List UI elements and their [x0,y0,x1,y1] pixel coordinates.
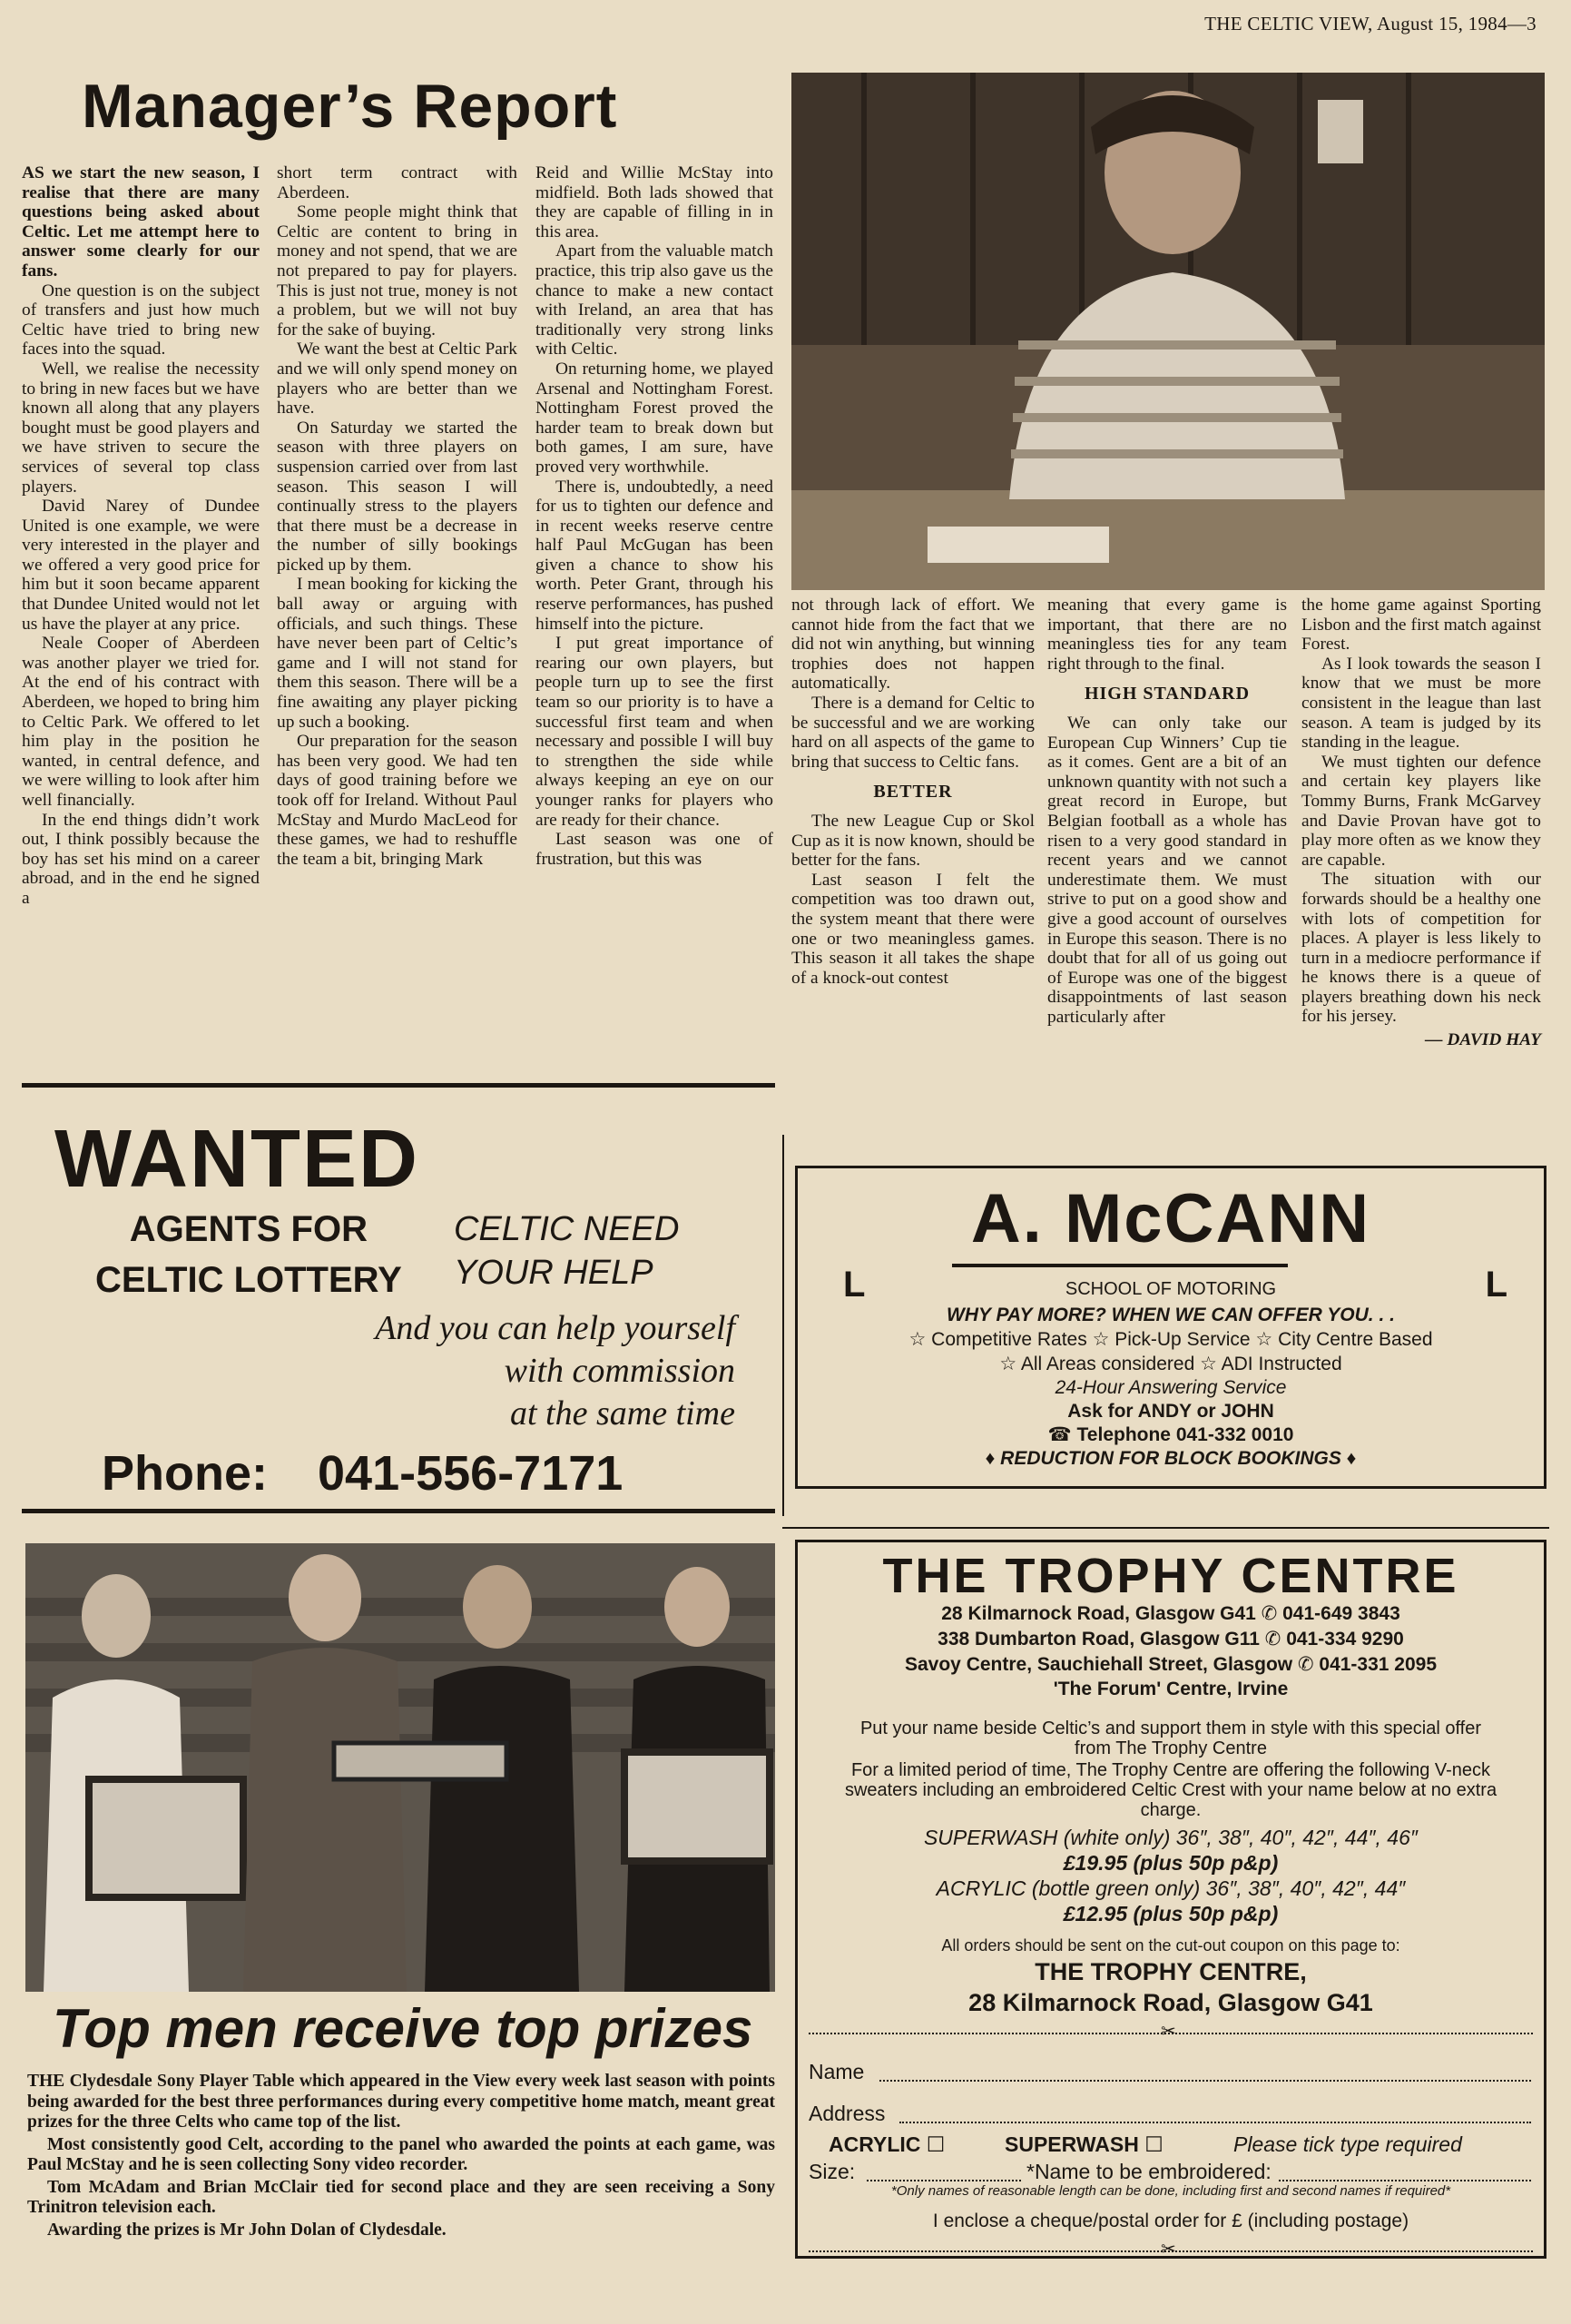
article-paragraph: the home game against Sporting Lisbon and the first match against Forest. [1301,596,1541,655]
article-column-5 [1047,596,1287,1027]
manager-photo-illustration [791,73,1545,590]
scissors-icon: ✂ [1161,2240,1176,2260]
divider [22,1509,775,1513]
subheading-better: BETTER [873,782,953,803]
mccann-ad [795,1166,1546,1489]
article-column-3 [535,163,773,869]
embroider-label: *Name to be embroidered: [1026,2160,1272,2183]
acrylic-price: £12.95 (plus 50p p&p) [1063,1902,1279,1925]
prizes-caption [27,2072,775,2242]
caption-paragraph: Tom McAdam and Brian McClair tied for second place and they are seen receiving a Sony Trinitron television each. [27,2177,775,2217]
form-note: *Only names of reasonable length can be done, including first and second names if required* [890,2183,1451,2199]
mccann-reduction: ♦ REDUCTION FOR BLOCK BOOKINGS ♦ [985,1448,1357,1469]
article-column-1 [22,163,260,909]
article-paragraph: Neale Cooper of Aberdeen was another player we tried for. At the end of his contract with Aberdeen, we hoped to bring him to Celtic Park. We offered to let him play in the position he wanted, in central defence, and we were willing to look after him well financially. [22,634,260,810]
article-paragraph: Apart from the valuable match practice, this trip also gave us the chance to make a new contact with Ireland, an area that has traditionally very strong links with Celtic. [535,241,773,359]
wanted-headline: WANTED [54,1114,419,1205]
trophy-address: Savoy Centre, Sauchiehall Street, Glasgow ✆ 041-331 2095 [904,1654,1438,1675]
subheading-high-standard: HIGH STANDARD [1084,684,1251,704]
commission-text [309,1307,735,1435]
mccann-features-1: ☆ Competitive Rates ☆ Pick-Up Service ☆ City Centre Based [908,1329,1433,1350]
superwash-checkbox[interactable]: SUPERWASH ☐ [1005,2132,1164,2156]
need-line: CELTIC NEED [454,1210,680,1248]
mccann-tagline: WHY PAY MORE? WHEN WE CAN OFFER YOU. . . [947,1305,1395,1325]
manager-photo [791,73,1545,590]
help-line: at the same time [509,1394,735,1433]
caption-paragraph: Most consistently good Celt, according to the panel who awarded the points at each game, was Paul McStay and he is seen collecting Sony video recorder. [27,2134,775,2174]
need-help-text [454,1207,679,1295]
learner-plate-left: L [843,1265,866,1305]
orders-name: THE TROPHY CENTRE, [1035,1958,1307,1985]
trophy-intro: Put your name beside Celtic’s and support them in style with this special offer from The Trophy Centre [859,1718,1482,1758]
article-paragraph: There is, undoubtedly, a need for us to tighten our defence and in recent weeks reserve centre half Paul McGugan has been given a chance to show his worth. Peter Grant, through his reserve performances, has pushed himself into the picture. [535,477,773,634]
divider [22,1083,775,1088]
mccann-telephone: ☎ Telephone 041-332 0010 [1047,1424,1294,1445]
caption-paragraph: Awarding the prizes is Mr John Dolan of Clydesdale. [47,2220,447,2240]
trophy-address: 338 Dumbarton Road, Glasgow G11 ✆ 041-334 9290 [938,1629,1404,1649]
article-paragraph: There is a demand for Celtic to be successful and we are working hard on all aspects of the game to bring that success to Celtic fans. [791,693,1035,772]
article-paragraph: We want the best at Celtic Park and we will only spend money on players who are better than we have. [277,340,517,419]
article-paragraph: meaning that every game is important, that there are no meaningless ties for any team right through to the final. [1047,596,1287,674]
article-paragraph: Our preparation for the season has been very good. We had ten days of good training before we took off for Ireland. Without Paul McStay and Murdo MacLeod for these games, we had to reshuffle the team a bit, bringing Mark [277,732,517,869]
name-field[interactable] [879,2080,1531,2082]
article-paragraph: Some people might think that Celtic are content to bring in money and not spend, that we are not prepared to pay for players. This is just not true, money is not a problem, but we will not buy for the sake of buying. [277,202,517,340]
agents-line: AGENTS FOR [129,1209,368,1249]
article-paragraph: As I look towards the season I know that we must be more consistent in the league than last season. A team is judged by its standing in the league. [1301,654,1541,753]
article-paragraph: The situation with our forwards should be a healthy one with lots of competition for places. A player is less likely to turn in a mediocre performance if he knows there is a queue of players breathing down his neck for his jersey. [1301,870,1541,1027]
size-label: Size: [809,2160,856,2183]
page-title: Manager’s Report [82,72,618,141]
phone-label: Phone: [102,1446,268,1501]
acrylic-sizes: ACRYLIC (bottle green only) 36″, 38″, 40″, 42″, 44″ [936,1876,1406,1900]
mccann-subtitle: SCHOOL OF MOTORING [1065,1279,1277,1299]
trophy-title: THE TROPHY CENTRE [882,1549,1459,1603]
address-field[interactable] [899,2122,1531,2123]
caption-paragraph: THE Clydesdale Sony Player Table which appeared in the View every week last season with points being awarded for the best three performances during every competitive home match, meant great prizes for the three Celts who came top of the list. [27,2072,775,2132]
superwash-sizes: SUPERWASH (white only) 36″, 38″, 40″, 42″, 44″, 46″ [923,1826,1419,1849]
agents-line: CELTIC LOTTERY [95,1260,402,1300]
article-paragraph: short term contract with Aberdeen. [277,163,517,202]
trophy-address: 28 Kilmarnock Road, Glasgow G41 ✆ 041-649 3843 [941,1603,1400,1624]
orders-address: 28 Kilmarnock Road, Glasgow G41 [968,1989,1373,2016]
help-line: with commission [504,1352,735,1390]
scissors-icon: ✂ [1161,2022,1176,2042]
trophy-ad [795,1540,1546,2259]
article-paragraph: Well, we realise the necessity to bring in new faces but we have known all along that any players bought must be good players and we have striven to secure the services of several top class players. [22,359,260,497]
article-paragraph: I mean booking for kicking the ball away or arguing with officials, and such things. These have never been part of Celtic’s game and I will not stand for them this season. There will be a fine awaiting any player picking up such a booking. [277,575,517,732]
prize-photo [25,1543,775,1992]
help-line: And you can help yourself [375,1309,735,1347]
divider [782,1135,784,1516]
article-paragraph: Last season was one of frustration, but this was [535,830,773,869]
article-paragraph: David Narey of Dundee United is one example, we were very interested in the player and we offered a very good price for him but it soon became apparent that Dundee United would not let us have the player at any price. [22,497,260,634]
article-column-2 [277,163,517,869]
name-label: Name [809,2060,865,2083]
address-label: Address [809,2102,886,2125]
running-head: THE CELTIC VIEW, August 15, 1984—3 [1204,13,1537,34]
prize-photo-illustration [25,1543,775,1992]
mccann-answering: 24-Hour Answering Service [1055,1377,1287,1398]
cheque-line: I enclose a cheque/postal order for £ (including postage) [932,2211,1409,2231]
article-paragraph: One question is on the subject of transfers and just how much Celtic have tried to bring new faces into the squad. [22,281,260,359]
article-column-6 [1301,596,1541,1050]
author-signature: — DAVID HAY [1425,1030,1541,1050]
article-paragraph: not through lack of effort. We cannot hide from the fact that we did not win anything, but winning trophies does not happen automatically. [791,596,1035,694]
tick-instruction: Please tick type required [1233,2132,1462,2156]
article-column-4 [791,596,1035,988]
article-paragraph: AS we start the new season, I realise that there are many questions being asked about Celtic. Let me attempt here to answer some clearly for our fans. [22,163,260,281]
article-paragraph: We must tighten our defence and certain key players like Tommy Burns, Frank McGarvey and Davie Provan have got to play more often as we know they are capable. [1301,752,1541,870]
article-paragraph: Reid and Willie McStay into midfield. Both lads showed that they are capable of filling in in this area. [535,163,773,241]
mccann-title: A. McCANN [970,1180,1371,1257]
agents-text [95,1204,402,1305]
superwash-price: £19.95 (plus 50p p&p) [1063,1851,1279,1875]
size-field[interactable] [867,2180,1021,2181]
article-paragraph: We can only take our European Cup Winners’ Cup tie as it comes. Gent are a bit of an unknown quantity with not such a great record in Europe, but Belgian football as a whole has risen to a very good standard in recent years and we cannot underestimate them. We must strive to put on a good show and give a good account of ourselves in Europe this season. There is no doubt that for all of us going out of Europe was one of the biggest disappointments of last season particularly after [1047,713,1287,1027]
article-paragraph: On Saturday we started the season with three players on suspension carried over from last season. This season I will continually stress to the players that there must be a decrease in the number of silly bookings picked up by them. [277,418,517,575]
title-underline [952,1264,1288,1267]
article-paragraph: In the end things didn’t work out, I think possibly because the boy has set his mind on a career abroad, and in the end he signed a [22,810,260,908]
embroider-field[interactable] [1279,2180,1531,2181]
trophy-intro-2: For a limited period of time, The Trophy Centre are offering the following V-neck sweaters including an embroidered Celtic Crest with your name below at no extra charge. [844,1760,1497,1820]
mccann-ask: Ask for ANDY or JOHN [1067,1401,1274,1422]
need-line: YOUR HELP [454,1254,653,1292]
article-paragraph: Last season I felt the competition was too drawn out, the system meant that there were one or two meaningless games. This season it all takes the shape of a knock-out contest [791,870,1035,988]
article-paragraph: The new League Cup or Skol Cup as it is now known, should be better for the fans. [791,811,1035,871]
divider [782,1527,1549,1529]
article-paragraph: On returning home, we played Arsenal and Nottingham Forest. Nottingham Forest proved the harder team to break down but both games, I am sure, have proved very worthwhile. [535,359,773,477]
mccann-features-2: ☆ All Areas considered ☆ ADI Instructed [999,1354,1342,1374]
wanted-phone [102,1445,623,1502]
phone-number: 041-556-7171 [318,1446,623,1501]
trophy-address: 'The Forum' Centre, Irvine [1053,1679,1289,1699]
article-paragraph: I put great importance of rearing our own players, but people turn up to see the first team so our priority is to have a successful first team and when necessary and possible I will buy to strengthen the side while always keeping an eye on our younger ranks for players who are ready for their chance. [535,634,773,830]
orders-note: All orders should be sent on the cut-out coupon on this page to: [941,1936,1400,1955]
learner-plate-right: L [1485,1265,1507,1305]
acrylic-checkbox[interactable]: ACRYLIC ☐ [829,2132,946,2156]
prizes-headline: Top men receive top prizes [53,1998,753,2059]
